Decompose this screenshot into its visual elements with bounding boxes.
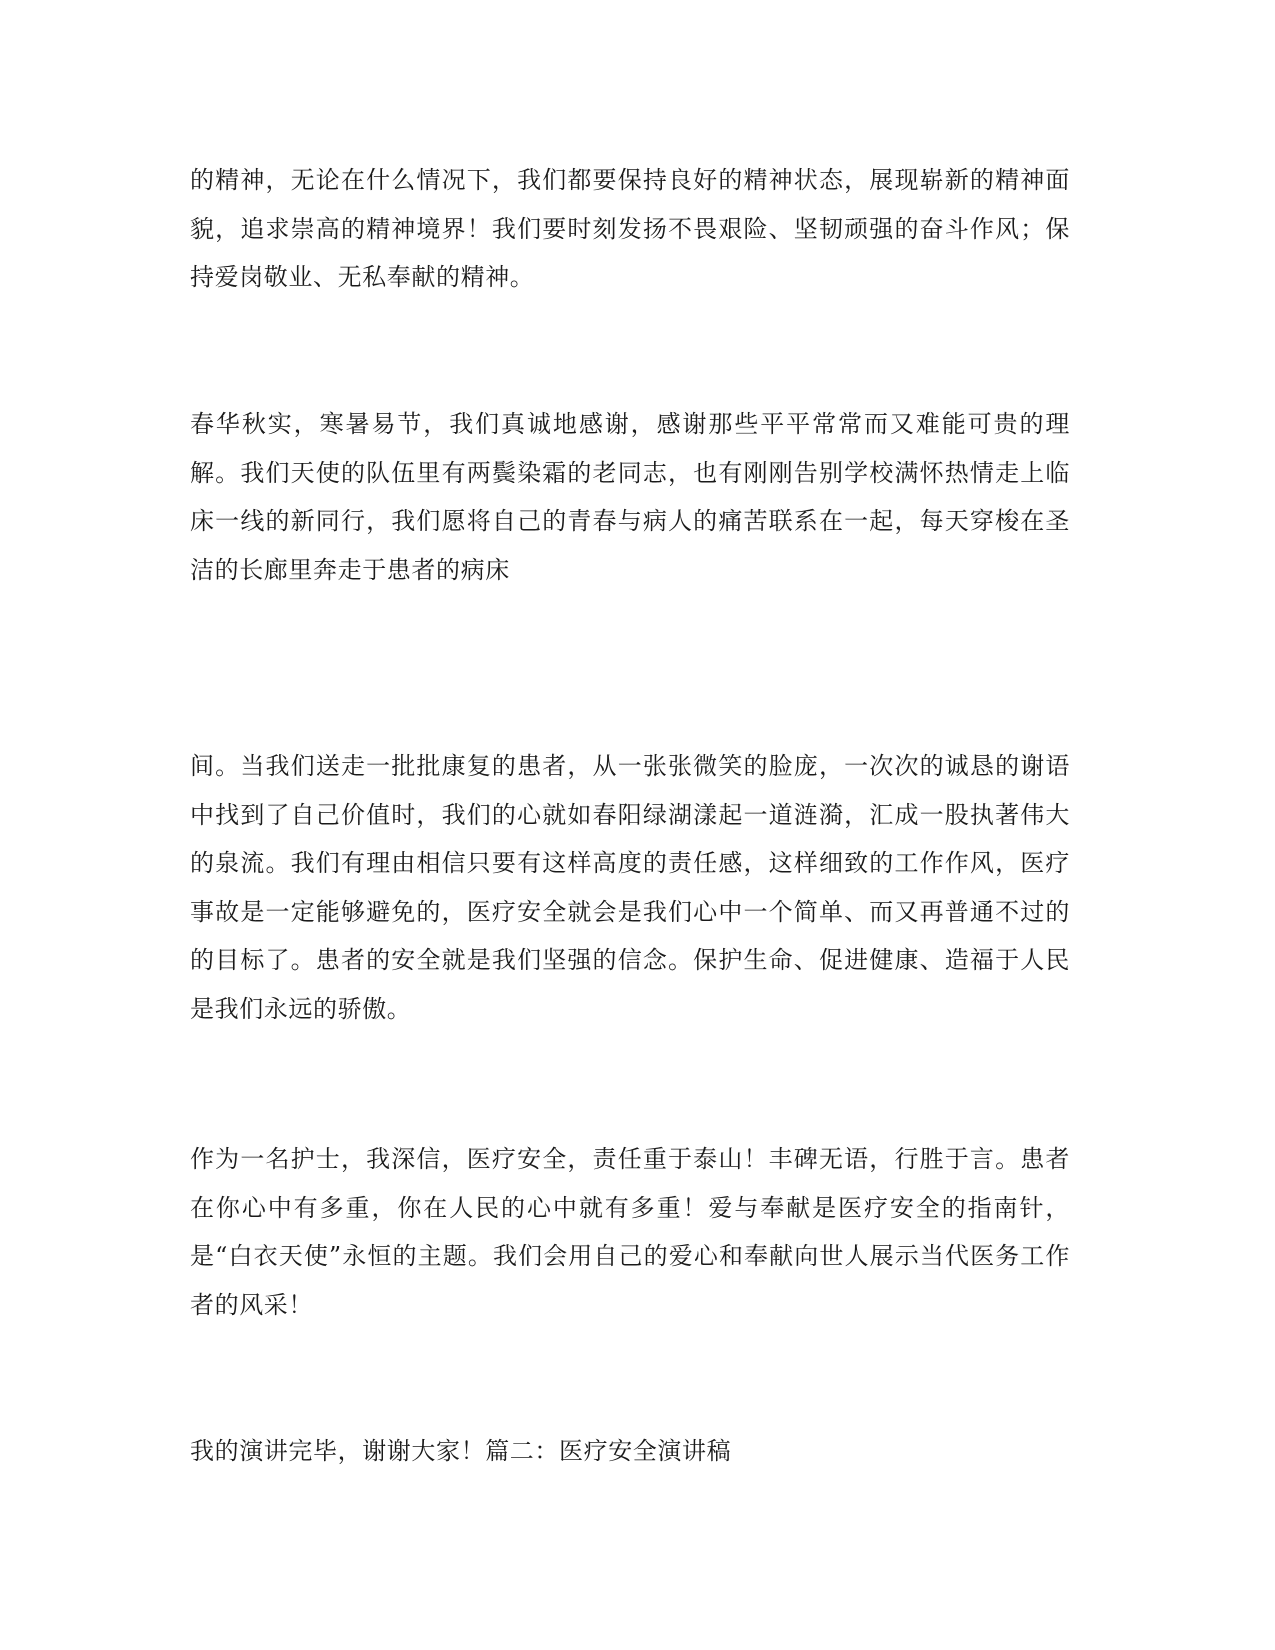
paragraph-gratitude: 春华秋实，寒暑易节，我们真诚地感谢，感谢那些平平常常而又难能可贵的理解。我们天使的队伍里有两鬓染霜的老同志，也有刚刚告别学校满怀热情走上临床一线的新同行，我们愿将自己的青春与病人的痛苦联系在一起，每天穿梭在圣洁的长廊里奔走于患者的病床 <box>190 410 1070 584</box>
paragraph-spirit: 的精神，无论在什么情况下，我们都要保持良好的精神状态，展现崭新的精神面貌，追求崇高的精神境界！我们要时刻发扬不畏艰险、坚韧顽强的奋斗作风；保持爱岗敬业、无私奉献的精神。 <box>190 166 1070 291</box>
paragraph-nurse: 作为一名护士，我深信，医疗安全，责任重于泰山！丰碑无语，行胜于言。患者在你心中有多重，你在人民的心中就有多重！爱与奉献是医疗安全的指南针，是“白衣天使”永恒的主题。我们会用自己的爱心和奉献向世人展示当代医务工作者的风采！ <box>190 1145 1070 1319</box>
paragraph-patients: 间。当我们送走一批批康复的患者，从一张张微笑的脸庞，一次次的诚恳的谢语中找到了自己价值时，我们的心就如春阳绿湖漾起一道涟漪，汇成一股执著伟大的泉流。我们有理由相信只要有这样高度的责任感，这样细致的工作作风，医疗事故是一定能够避免的，医疗安全就会是我们心中一个简单、而又再普通不过的的目标了。患者的安全就是我们坚强的信念。保护生命、促进健康、造福于人民是我们永远的骄傲。 <box>190 752 1070 1023</box>
paragraph-closing: 我的演讲完毕，谢谢大家！篇二：医疗安全演讲稿 <box>190 1437 732 1465</box>
